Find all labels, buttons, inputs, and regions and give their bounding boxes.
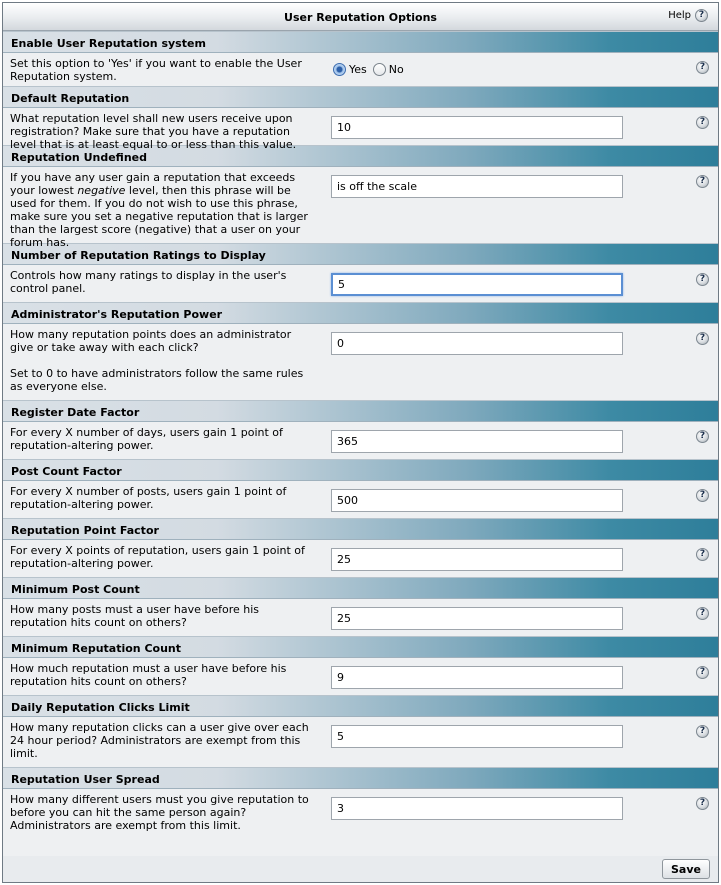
help-icon[interactable]: ? [696, 332, 709, 345]
help-label: Help [668, 10, 691, 21]
section-header: Daily Reputation Clicks Limit [3, 695, 718, 717]
section-header: Minimum Reputation Count [3, 636, 718, 658]
section-header: Number of Reputation Ratings to Display [3, 243, 718, 265]
setting-description: For every X number of posts, users gain 1 point of reputation-altering power. [10, 485, 287, 511]
section-header: Administrator's Reputation Power [3, 302, 718, 324]
help-icon[interactable]: ? [696, 666, 709, 679]
section-header: Reputation Point Factor [3, 518, 718, 540]
save-button[interactable]: Save [662, 859, 710, 879]
help-icon[interactable]: ? [696, 175, 709, 188]
radio-label-no[interactable]: No [388, 63, 404, 76]
radio-label-yes[interactable]: Yes [349, 63, 367, 76]
setting-row [3, 540, 718, 577]
setting-row [3, 265, 718, 302]
section-header: Register Date Factor [3, 400, 718, 422]
section-header: Enable User Reputation system [3, 31, 718, 53]
setting-input[interactable] [331, 430, 623, 453]
setting-input[interactable] [331, 332, 623, 355]
setting-row [3, 717, 718, 767]
setting-description: What reputation level shall new users receive upon registration? Make sure that you have a reputation level that is at least equal to or less than this value. [10, 112, 297, 151]
save-bar [3, 856, 718, 882]
help-icon[interactable]: ? [696, 61, 709, 74]
page-title: User Reputation Options [284, 11, 437, 24]
radio-yes[interactable] [333, 63, 346, 76]
setting-description: How many reputation clicks can a user give over each 24 hour period? Administrators are exempt from this limit. [10, 721, 309, 760]
setting-input[interactable] [331, 116, 623, 139]
help-icon[interactable]: ? [696, 725, 709, 738]
setting-description: If you have any user gain a reputation that exceeds your lowest negative level, then this phrase will be used for them. If you do not wish to use this phrase, make sure you set a negative reputation that is larger than the largest score (negative) that a user on your forum has. [10, 171, 308, 249]
help-link[interactable] [668, 9, 708, 22]
setting-row [3, 53, 718, 86]
setting-row [3, 481, 718, 518]
radio-no[interactable] [373, 63, 386, 76]
help-icon[interactable]: ? [696, 607, 709, 620]
setting-description: For every X number of days, users gain 1 point of reputation-altering power. [10, 426, 283, 452]
setting-description: Controls how many ratings to display in the user's control panel. [10, 269, 287, 295]
setting-input[interactable] [331, 607, 623, 630]
setting-row [3, 599, 718, 636]
setting-description: How many posts must a user have before his reputation hits count on others? [10, 603, 260, 629]
setting-input[interactable] [331, 273, 623, 296]
setting-row [3, 167, 718, 249]
setting-input[interactable] [331, 548, 623, 571]
setting-input[interactable] [331, 666, 623, 689]
section-header: Post Count Factor [3, 459, 718, 481]
help-icon[interactable]: ? [696, 797, 709, 810]
section-header: Minimum Post Count [3, 577, 718, 599]
setting-row [3, 108, 718, 151]
options-panel [2, 2, 719, 883]
settings-list [3, 31, 718, 839]
setting-input[interactable] [331, 489, 623, 512]
setting-description: How much reputation must a user have before his reputation hits count on others? [10, 662, 287, 688]
setting-description: How many different users must you give reputation to before you can hit the same person again? Administrators are exempt from this limit. [10, 793, 309, 832]
setting-description: Set this option to 'Yes' if you want to enable the User Reputation system. [10, 57, 302, 83]
setting-description: How many reputation points does an administrator give or take away with each click? Set to 0 to have administrators follow the same rules as everyone else. [10, 328, 304, 393]
setting-row [3, 658, 718, 695]
section-header: Reputation User Spread [3, 767, 718, 789]
setting-description: For every X points of reputation, users gain 1 point of reputation-altering power. [10, 544, 305, 570]
setting-input[interactable] [331, 797, 623, 820]
enable-reputation-radio-group [333, 63, 410, 76]
setting-row [3, 324, 718, 400]
help-icon[interactable]: ? [696, 116, 709, 129]
setting-input[interactable] [331, 725, 623, 748]
help-icon[interactable]: ? [695, 9, 708, 22]
help-icon[interactable]: ? [696, 273, 709, 286]
setting-row [3, 422, 718, 459]
panel-titlebar [3, 3, 718, 31]
help-icon[interactable]: ? [696, 548, 709, 561]
section-header: Reputation Undefined [3, 145, 718, 167]
help-icon[interactable]: ? [696, 489, 709, 502]
setting-row [3, 789, 718, 839]
help-icon[interactable]: ? [696, 430, 709, 443]
setting-input[interactable] [331, 175, 623, 198]
section-header: Default Reputation [3, 86, 718, 108]
